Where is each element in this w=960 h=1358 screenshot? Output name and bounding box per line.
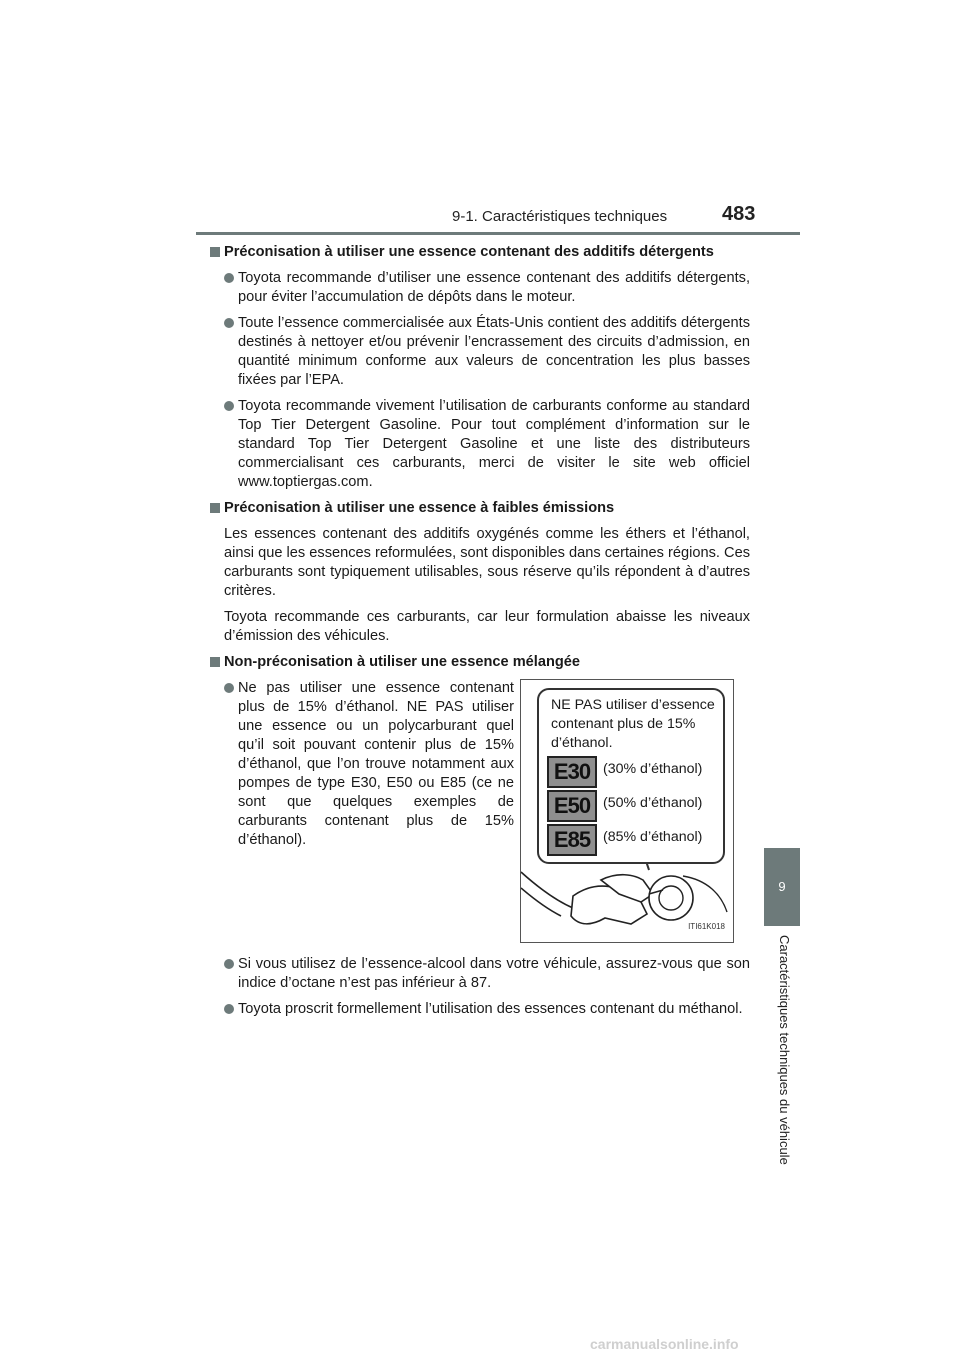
bullet-dot-icon bbox=[224, 318, 234, 328]
fuel-warning-figure bbox=[520, 679, 734, 943]
fuel-desc: (30% d’éthanol) bbox=[603, 761, 703, 777]
section-title: 9-1. Caractéristiques techniques bbox=[452, 208, 668, 225]
warning-text: NE PAS utiliser d’essence contenant plus de 15% d’éthanol. bbox=[551, 697, 715, 751]
fuel-badge-e85: E85 bbox=[547, 824, 597, 856]
bullet-item: Si vous utilisez de l’essence-alcool dans votre véhicule, assurez-vous que son indice d’octane n’est pas inférieur à 87. bbox=[210, 955, 750, 993]
figure-wrap bbox=[210, 679, 750, 949]
bullet-dot-icon bbox=[224, 1004, 234, 1014]
fuel-badge-e30: E30 bbox=[547, 756, 597, 788]
bullet-dot-icon bbox=[224, 683, 234, 693]
watermark: carmanualsonline.info bbox=[590, 1336, 739, 1352]
bullet-item: Toyota recommande d’utiliser une essence contenant des additifs détergents, pour éviter l’accumulation de dépôts dans le moteur. bbox=[210, 269, 750, 307]
section-heading: Préconisation à utiliser une essence contenant des additifs détergents bbox=[210, 243, 750, 262]
section-heading: Non-préconisation à utiliser une essence mélangée bbox=[210, 653, 750, 672]
section-heading: Préconisation à utiliser une essence à faibles émissions bbox=[210, 499, 750, 518]
square-bullet-icon bbox=[210, 247, 220, 257]
square-bullet-icon bbox=[210, 503, 220, 513]
fuel-desc: (50% d’éthanol) bbox=[603, 795, 703, 811]
bullet-item: Ne pas utiliser une essence contenant plus de 15% d’éthanol. NE PAS utiliser une essence ou un polycarburant quel qu’il soit pouvant contenir plus de 15% d’éthanol, que l’on trouve notamment aux pompes de type E30, E50 ou E85 (ce ne sont que quelques exemples de carburants contenant plus de 15% d’éthanol). bbox=[210, 679, 514, 850]
paragraph: Les essences contenant des additifs oxygénés comme les éthers et l’éthanol, ainsi que les essences reformulées, sont disponibles dans certaines régions. Ces carburants sont typiquement utilisables, sous réserve qu’ils répondent à d’autres critères. bbox=[224, 526, 750, 599]
bullet-item: Toute l’essence commercialisée aux États-Unis contient des additifs détergents destinés à nettoyer et/ou prévenir l’encrassement des circuits d’admission, en quantité minimum conforme aux valeurs de concentration les plus basses fixées par l’EPA. bbox=[210, 314, 750, 390]
chapter-label: Caractéristiques techniques du véhicule bbox=[777, 935, 792, 1165]
square-bullet-icon bbox=[210, 657, 220, 667]
page-content bbox=[210, 243, 750, 1026]
bullet-dot-icon bbox=[224, 401, 234, 411]
bullet-dot-icon bbox=[224, 959, 234, 969]
warning-bubble bbox=[537, 688, 725, 864]
page-header bbox=[0, 0, 960, 240]
bullet-item: Toyota proscrit formellement l’utilisation des essences contenant du méthanol. bbox=[210, 1000, 750, 1019]
page-number: 483 bbox=[722, 203, 756, 225]
paragraph: Toyota recommande ces carburants, car leur formulation abaisse les niveaux d’émission des véhicules. bbox=[224, 609, 750, 644]
bullet-item: Toyota recommande vivement l’utilisation de carburants conforme au standard Top Tier Detergent Gasoline. Pour tout complément d’information sur le standard Top Tier Detergent Gasoline et une liste des distributeurs commercialisant ces carburants, merci de visiter le site web officiel www.toptiergas.com. bbox=[210, 397, 750, 492]
bullet-dot-icon bbox=[224, 273, 234, 283]
figure-code: ITI61K018 bbox=[688, 922, 725, 931]
fuel-desc: (85% d’éthanol) bbox=[603, 829, 703, 845]
chapter-tab[interactable]: 9 bbox=[764, 848, 800, 926]
header-rule bbox=[196, 232, 800, 235]
fuel-badge-e50: E50 bbox=[547, 790, 597, 822]
